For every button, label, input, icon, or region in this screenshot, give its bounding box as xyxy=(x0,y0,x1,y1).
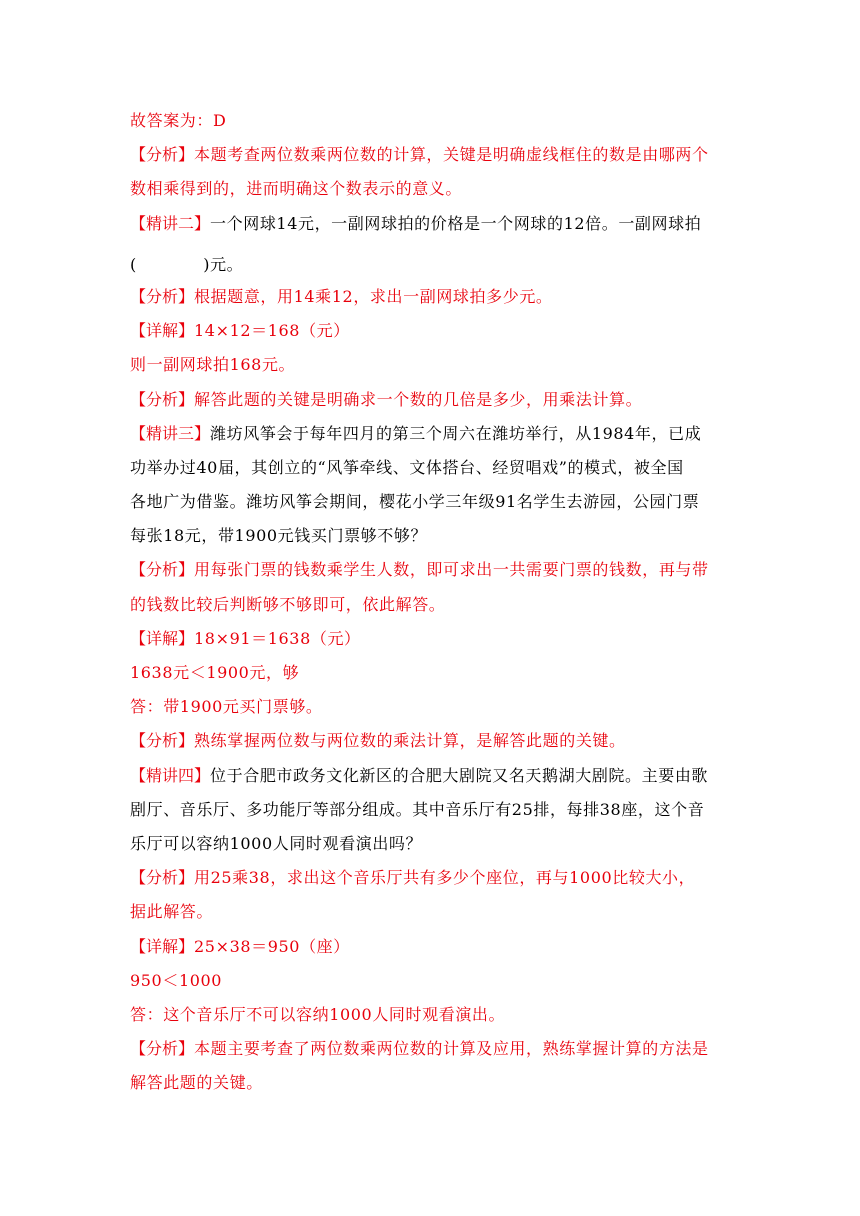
text-line xyxy=(130,553,734,587)
line-text: 答：带1900元买门票够。 xyxy=(130,697,323,717)
text-line xyxy=(130,104,734,138)
line-text: 用25乘38，求出这个音乐厅共有多少个座位，再与1000比较大小， xyxy=(194,868,696,888)
text-line xyxy=(130,138,734,172)
text-line xyxy=(130,1066,734,1100)
section-tag: 【分析】 xyxy=(130,286,195,306)
line-text: 剧厅、音乐厅、多功能厅等部分组成。其中音乐厅有25排，每排38座，这个音 xyxy=(130,799,705,819)
line-text: 功举办过40届，其创立的“风筝牵线、文体搭台、经贸唱戏”的模式，被全国 xyxy=(130,457,684,477)
section-tag: 【分析】 xyxy=(130,1039,195,1059)
section-tag: 【精讲四】 xyxy=(130,765,211,785)
line-text: 故答案为：D xyxy=(130,111,227,130)
text-line xyxy=(130,895,734,929)
section-tag: 【分析】 xyxy=(130,389,195,409)
text-line xyxy=(130,930,734,964)
text-line xyxy=(130,690,734,724)
line-text: ( )元。 xyxy=(130,254,244,274)
line-text: 1638元＜1900元，够 xyxy=(130,663,300,682)
line-text: 本题主要考查了两位数乘两位数的计算及应用，熟练掌握计算的方法是 xyxy=(194,1039,709,1059)
line-text: 本题考查两位数乘两位数的计算，关键是明确虚线框住的数是由哪两个 xyxy=(194,145,709,165)
line-text: 的钱数比较后判断够不够即可，依此解答。 xyxy=(130,594,446,614)
text-line xyxy=(130,964,734,998)
text-line xyxy=(130,485,734,519)
line-text: 数相乘得到的，进而明确这个数表示的意义。 xyxy=(130,179,463,199)
text-line xyxy=(130,248,734,282)
line-text: 则一副网球拍168元。 xyxy=(130,355,296,375)
text-line xyxy=(130,383,734,417)
text-line xyxy=(130,759,734,793)
line-text: 950＜1000 xyxy=(130,970,223,990)
text-line xyxy=(130,793,734,827)
line-text: 一个网球14元，一副网球拍的价格是一个网球的12倍。一副网球拍 xyxy=(210,213,702,233)
line-text: 位于合肥市政务文化新区的合肥大剧院又名天鹅湖大剧院。主要由歌 xyxy=(210,765,709,785)
line-text: 熟练掌握两位数与两位数的乘法计算，是解答此题的关键。 xyxy=(194,731,626,751)
line-text: 解答此题的关键。 xyxy=(130,1073,263,1093)
line-text: 乐厅可以容纳1000人同时观看演出吗？ xyxy=(130,833,423,853)
line-text: 答：这个音乐厅不可以容纳1000人同时观看演出。 xyxy=(130,1004,506,1024)
line-text: 解答此题的关键是明确求一个数的几倍是多少，用乘法计算。 xyxy=(194,389,643,409)
section-tag: 【详解】 xyxy=(130,321,195,341)
text-line xyxy=(130,622,734,656)
line-text: 18×91＝1638（元） xyxy=(194,628,361,648)
text-line xyxy=(130,998,734,1032)
line-text: 用每张门票的钱数乘学生人数，即可求出一共需要门票的钱数，再与带 xyxy=(194,560,709,580)
section-tag: 【详解】 xyxy=(130,628,195,648)
text-line xyxy=(130,724,734,758)
line-text: 14×12＝168（元） xyxy=(194,321,350,341)
text-line xyxy=(130,207,734,241)
text-line xyxy=(130,827,734,861)
section-tag: 【精讲三】 xyxy=(130,423,211,443)
text-line xyxy=(130,172,734,206)
line-text: 25×38＝950（座） xyxy=(194,936,350,956)
solution-text-block xyxy=(130,104,734,1100)
section-tag: 【详解】 xyxy=(130,936,195,956)
line-text: 每张18元，带1900元钱买门票够不够？ xyxy=(130,526,428,546)
text-line xyxy=(130,451,734,485)
line-text: 根据题意，用14乘12，求出一副网球拍多少元。 xyxy=(194,286,553,306)
text-line xyxy=(130,417,734,451)
line-text: 潍坊风筝会于每年四月的第三个周六在潍坊举行，从1984年，已成 xyxy=(210,423,702,443)
text-line xyxy=(130,519,734,553)
section-tag: 【分析】 xyxy=(130,868,195,888)
section-tag: 【精讲二】 xyxy=(130,213,211,233)
text-line xyxy=(130,1032,734,1066)
section-tag: 【分析】 xyxy=(130,145,195,165)
text-line xyxy=(130,314,734,348)
text-line xyxy=(130,280,734,314)
text-line xyxy=(130,656,734,690)
text-line xyxy=(130,348,734,382)
line-text: 据此解答。 xyxy=(130,902,214,922)
text-line xyxy=(130,861,734,895)
section-tag: 【分析】 xyxy=(130,731,195,751)
line-text: 各地广为借鉴。潍坊风筝会期间，樱花小学三年级91名学生去游园，公园门票 xyxy=(130,492,700,512)
text-line xyxy=(130,588,734,622)
section-tag: 【分析】 xyxy=(130,560,195,580)
